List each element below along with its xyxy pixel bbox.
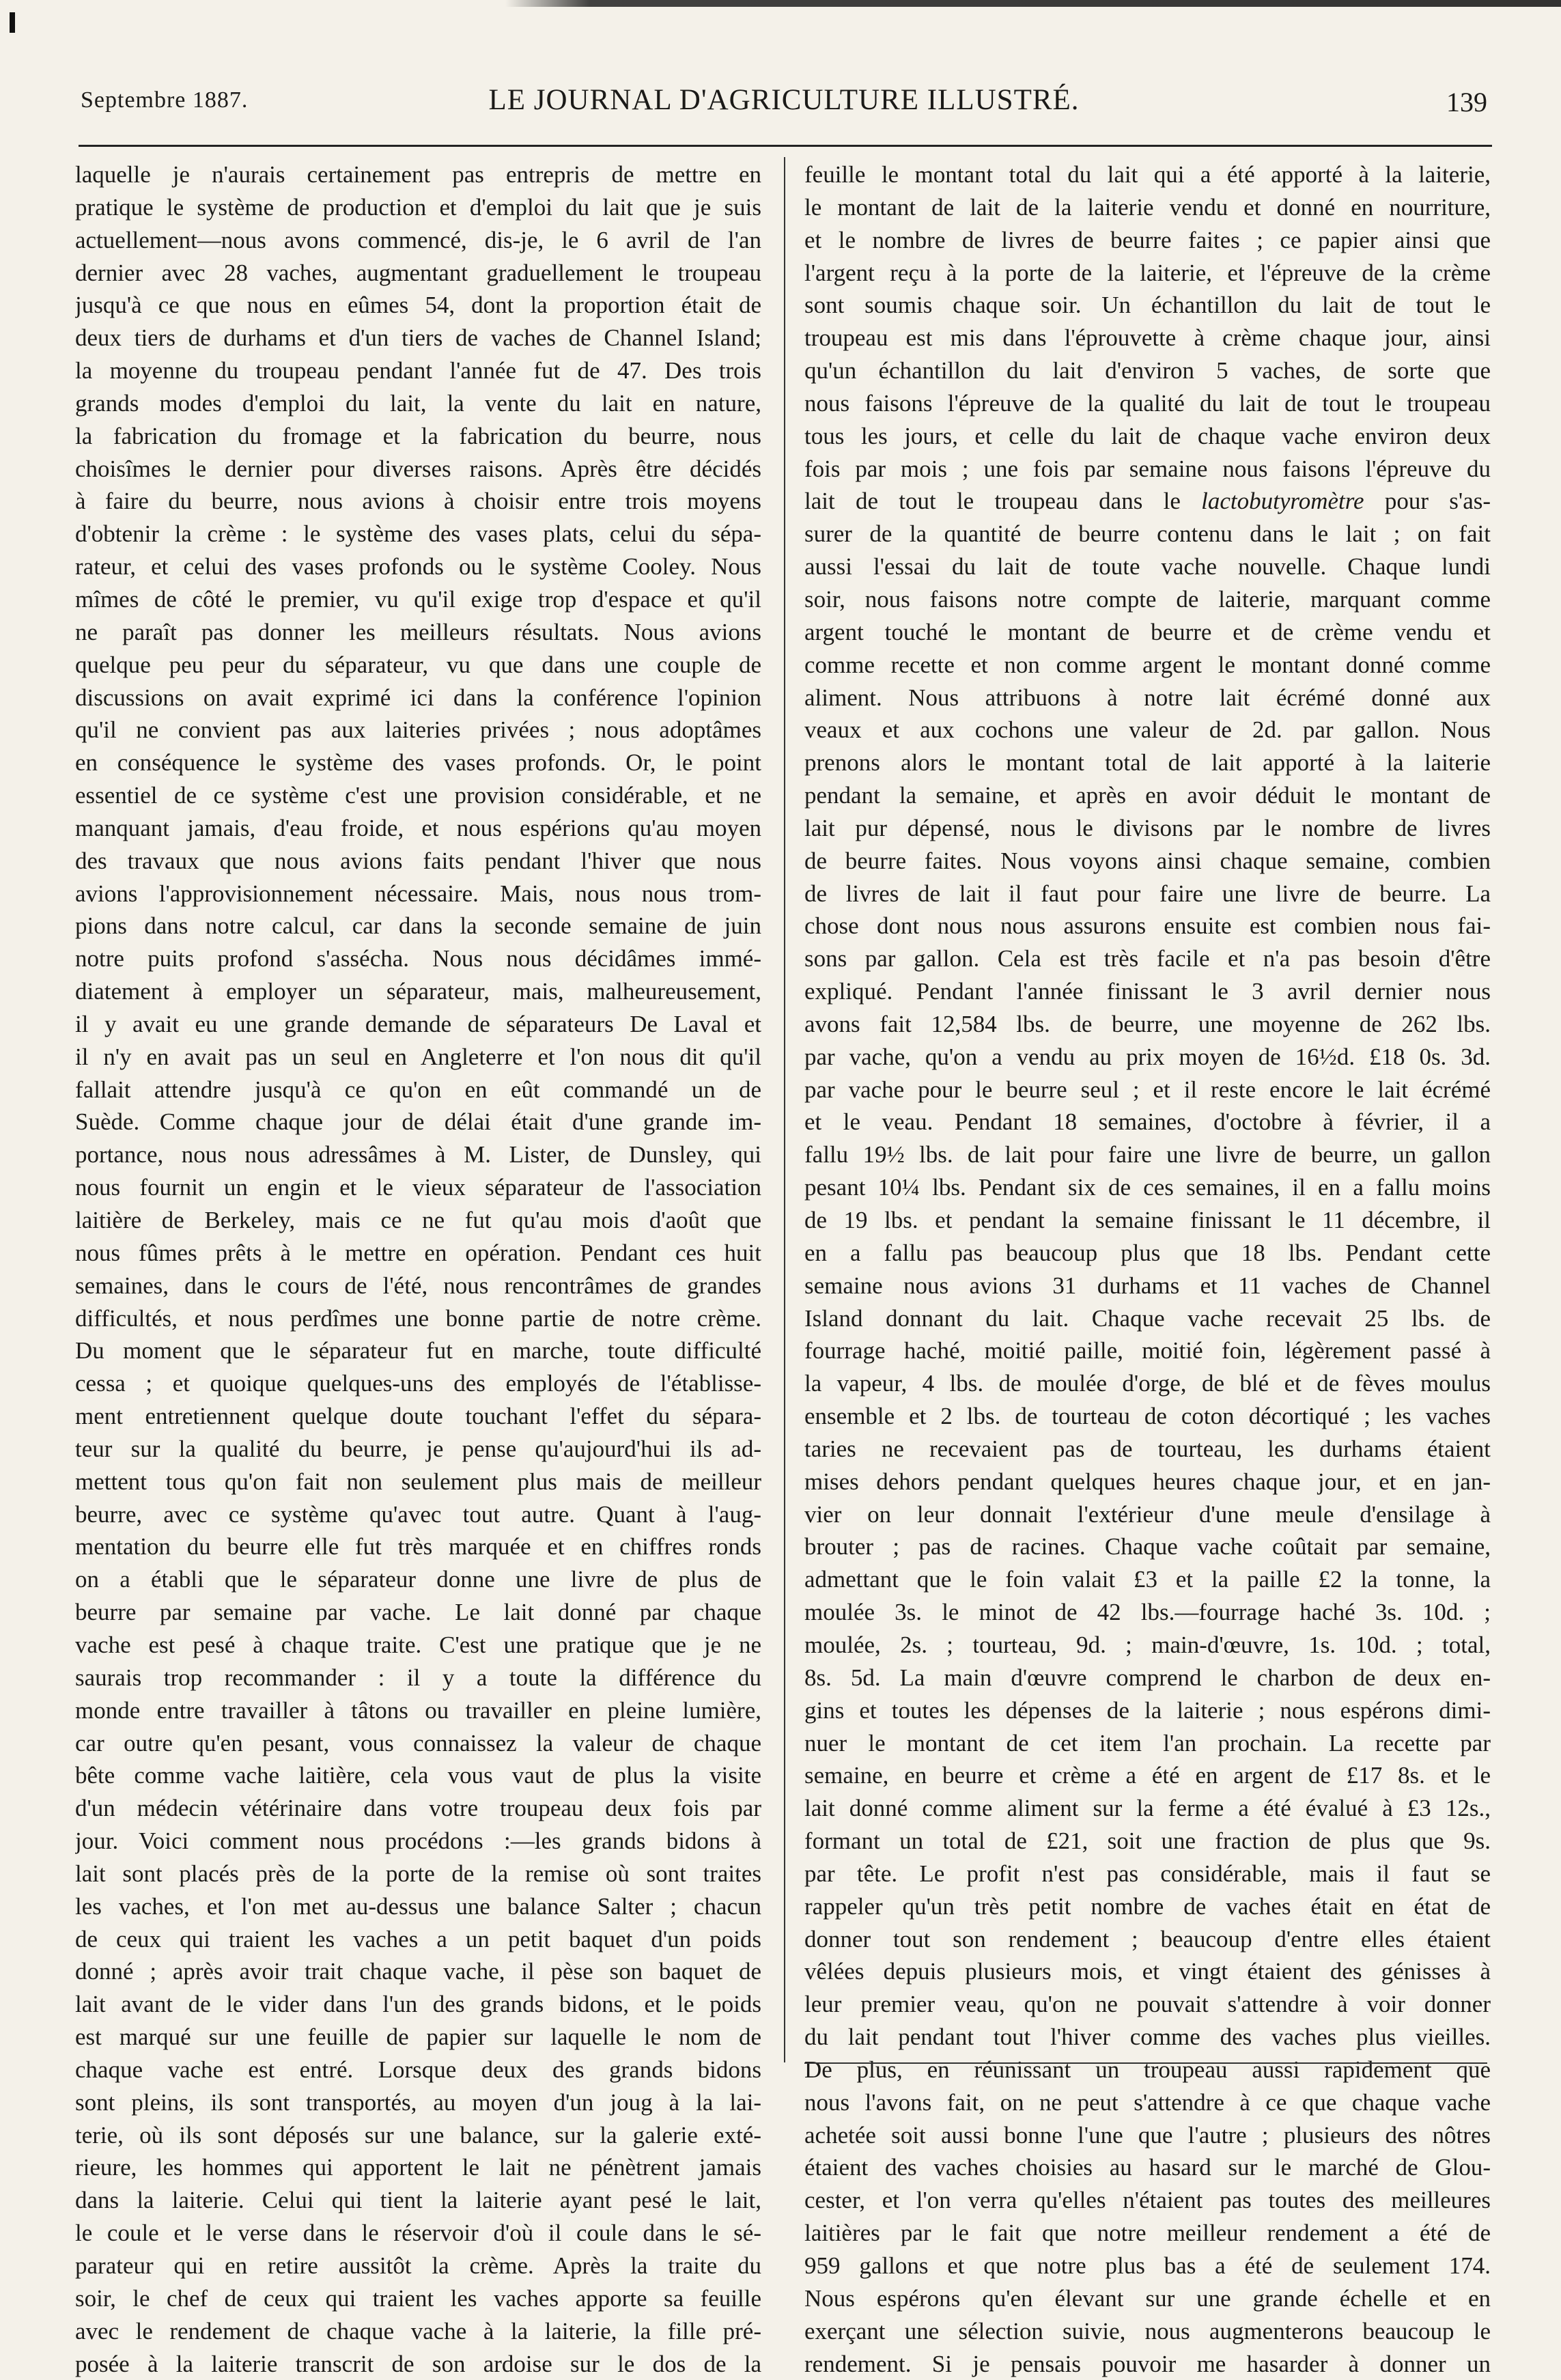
text-line: parateur qui en retire aussitôt la crème. Après la traite du (75, 2252, 761, 2279)
column-divider (784, 157, 785, 2062)
text-line: nous fournit un engin et le vieux séparateur de l'association (75, 1174, 761, 1201)
text-line: la vapeur, 4 lbs. de moulée d'orge, de blé et de fèves moulus (804, 1370, 1491, 1397)
text-line: Island donnant du lait. Chaque vache recevait 25 lbs. de (804, 1304, 1491, 1332)
text-line: De plus, en réunissant un troupeau aussi rapidement que (804, 2056, 1491, 2083)
text-line: deux tiers de durhams et d'un tiers de vaches de Channel Island; (75, 324, 761, 352)
text-line: rieure, les hommes qui apportent le lait ne pénètrent jamais (75, 2154, 761, 2181)
text-line: du lait pendant tout l'hiver comme des vaches plus vieilles. (804, 2024, 1491, 2051)
text-line: laitières par le fait que notre meilleur rendement a été de (804, 2220, 1491, 2247)
text-line: actuellement—nous avons commencé, dis-je, le 6 avril de l'an (75, 226, 761, 253)
text-line: les vaches, et l'on met au-dessus une balance Salter ; chacun (75, 1892, 761, 1920)
text-line: cessa ; et quoique quelques-uns des employés de l'établisse- (75, 1370, 761, 1397)
text-line: sont pleins, ils sont transportés, au moyen d'un joug à la lai- (75, 2088, 761, 2116)
text-line: vache est pesé à chaque traite. C'est une pratique que je ne (75, 1631, 761, 1658)
text-line: de ceux qui traient les vaches a un petit baquet d'un poids (75, 1925, 761, 1952)
text-line: vier on leur donnait l'extérieur d'une meule d'ensilage à (804, 1500, 1491, 1528)
text-line: Nous espérons qu'en élevant sur une grande échelle et en (804, 2284, 1491, 2312)
text-line: jour. Voici comment nous procédons :—les grands bidons à (75, 1828, 761, 1855)
text-line: rappeler qu'un très petit nombre de vaches était en état de (804, 1892, 1491, 1920)
text-line: par vache pour le beurre seul ; et il reste encore le lait écrémé (804, 1076, 1491, 1103)
text-line: discussions on avait exprimé ici dans la conférence l'opinion (75, 684, 761, 711)
text-line: sont soumis chaque soir. Un échantillon du lait de tout le (804, 292, 1491, 319)
text-line: avons fait 12,584 lbs. de beurre, une moyenne de 262 lbs. (804, 1010, 1491, 1037)
text-line: aussi l'essai du lait de toute vache nouvelle. Chaque lundi (804, 553, 1491, 580)
right-column (804, 158, 1491, 2380)
text-line: expliqué. Pendant l'année finissant le 3 avril dernier nous (804, 978, 1491, 1005)
text-line: de beurre faites. Nous voyons ainsi chaque semaine, combien (804, 847, 1491, 874)
top-edge-rule (505, 0, 1561, 7)
text-line: prenons alors le montant total de lait apporté à la laiterie (804, 749, 1491, 776)
text-line: la fabrication du fromage et la fabrication du beurre, nous (75, 422, 761, 449)
text-line: la moyenne du troupeau pendant l'année fut de 47. Des trois (75, 357, 761, 384)
text-line: fallu 19½ lbs. de lait pour faire une livre de beurre, un gallon (804, 1141, 1491, 1168)
text-line: quelque peu peur du séparateur, vu que dans une couple de (75, 651, 761, 678)
text-line: pesant 10¼ lbs. Pendant six de ces semaines, il en a fallu moins (804, 1174, 1491, 1201)
text-line: exerçant une sélection suivie, nous augmenterons beaucoup le (804, 2317, 1491, 2344)
text-line: formant un total de £21, soit une fraction de plus que 9s. (804, 1828, 1491, 1855)
text-line: en a fallu pas beaucoup plus que 18 lbs. Pendant cette (804, 1239, 1491, 1266)
italic-term: lactobutyromètre (1201, 488, 1364, 515)
text-line: portance, nous nous adressâmes à M. Lister, de Dunsley, qui (75, 1141, 761, 1168)
text-line: pions dans notre calcul, car dans la seconde semaine de juin (75, 912, 761, 940)
page-number: 139 (1446, 87, 1487, 117)
text-line: dans la laiterie. Celui qui tient la laiterie ayant pesé le lait, (75, 2187, 761, 2214)
journal-title: LE JOURNAL D'AGRICULTURE ILLUSTRÉ. (488, 84, 1080, 116)
text-line: choisîmes le dernier pour diverses raisons. Après être décidés (75, 455, 761, 482)
text-line: qu'il ne convient pas aux laiteries privées ; nous adoptâmes (75, 716, 761, 744)
text-line: brouter ; pas de racines. Chaque vache coûtait par semaine, (804, 1533, 1491, 1560)
text-line: essentiel de ce système c'est une provision considérable, et ne (75, 782, 761, 809)
text-line: ment entretiennent quelque doute touchant l'effet du sépara- (75, 1403, 761, 1430)
text-line: 8s. 5d. La main d'œuvre comprend le charbon de deux en- (804, 1664, 1491, 1691)
text-line: soir, nous faisons notre compte de laiterie, marquant comme (804, 585, 1491, 613)
page-header (81, 81, 1487, 128)
text-line: à faire du beurre, nous avions à choisir entre trois moyens (75, 488, 761, 515)
text-line: fourrage haché, moitié paille, moitié foin, légèrement passé à (804, 1337, 1491, 1364)
left-column (75, 158, 761, 2380)
text-line: mîmes de côté le premier, vu qu'il exige trop d'espace et qu'il (75, 585, 761, 613)
text-line: qu'un échantillon du lait d'environ 5 vaches, de sorte que (804, 357, 1491, 384)
text-line: lait donné comme aliment sur la ferme a été évalué à £3 12s., (804, 1795, 1491, 1822)
text-line: laquelle je n'aurais certainement pas entrepris de mettre en (75, 161, 761, 188)
text-line: des travaux que nous avions faits pendant l'hiver que nous (75, 847, 761, 874)
text-line: l'argent reçu à la porte de la laiterie, et l'épreuve de la crème (804, 259, 1491, 286)
text-line: grands modes d'emploi du lait, la vente du lait en nature, (75, 389, 761, 417)
text-line: le montant de lait de la laiterie vendu et donné en nourriture, (804, 193, 1491, 221)
text-line: gins et toutes les dépenses de la laiterie ; nous espérons dimi- (804, 1696, 1491, 1724)
text-line: moulée, 2s. ; tourteau, 9d. ; main-d'œuvre, 1s. 10d. ; total, (804, 1631, 1491, 1658)
header-date: Septembre 1887. (81, 87, 249, 113)
text-line: beurre par semaine par vache. Le lait donné par chaque (75, 1599, 761, 1626)
text-line: monde entre travailler à tâtons ou travailler en pleine lumière, (75, 1696, 761, 1724)
text-line: troupeau est mis dans l'éprouvette à crème chaque jour, ainsi (804, 324, 1491, 352)
text-line: donner tout son rendement ; beaucoup d'entre elles étaient (804, 1925, 1491, 1952)
text-line: 959 gallons et que notre plus bas a été de seulement 174. (804, 2252, 1491, 2279)
text-line: jusqu'à ce que nous en eûmes 54, dont la proportion était de (75, 292, 761, 319)
text-line: et le nombre de livres de beurre faites ; ce papier ainsi que (804, 226, 1491, 253)
text-line: lait de tout le troupeau dans le lactobutyromètre pour s'as- (804, 488, 1491, 515)
bottom-rule (804, 2062, 1487, 2064)
text-line: avec le rendement de chaque vache à la laiterie, la fille pré- (75, 2317, 761, 2344)
text-line: il y avait eu une grande demande de séparateurs De Laval et (75, 1010, 761, 1037)
text-line: semaine, en beurre et crème a été en argent de £17 8s. et le (804, 1762, 1491, 1789)
text-line: ne paraît pas donner les meilleurs résultats. Nous avions (75, 618, 761, 645)
text-line: moulée 3s. le minot de 42 lbs.—fourrage haché 3s. 10d. ; (804, 1599, 1491, 1626)
text-line: de 19 lbs. et pendant la semaine finissant le 11 décembre, il (804, 1207, 1491, 1233)
text-line: donné ; après avoir trait chaque vache, il pèse son baquet de (75, 1958, 761, 1985)
text-line: achetée soit aussi bonne l'une que l'autre ; plusieurs des nôtres (804, 2121, 1491, 2148)
text-line: rateur, et celui des vases profonds ou le système Cooley. Nous (75, 553, 761, 580)
text-line: mises dehors pendant quelques heures chaque jour, et en jan- (804, 1468, 1491, 1495)
text-line: et le veau. Pendant 18 semaines, d'octobre à février, il a (804, 1108, 1491, 1136)
text-line: Suède. Comme chaque jour de délai était d'une grande im- (75, 1108, 761, 1136)
text-line: rendement. Si je pensais pouvoir me hasarder à donner un (804, 2350, 1491, 2377)
text-line: tous les jours, et celle du lait de chaque vache environ deux (804, 422, 1491, 449)
text-line: aliment. Nous attribuons à notre lait écrémé donné aux (804, 684, 1491, 711)
text-line: chose dont nous nous assurons ensuite est combien nous fai- (804, 912, 1491, 940)
text-line: chaque vache est entré. Lorsque deux des grands bidons (75, 2056, 761, 2083)
text-line: on a établi que le séparateur donne une livre de plus de (75, 1566, 761, 1593)
text-line: leur premier veau, qu'on ne pouvait s'attendre à voir donner (804, 1991, 1491, 2018)
text-line: dernier avec 28 vaches, augmentant graduellement le troupeau (75, 259, 761, 286)
text-line: soir, le chef de ceux qui traient les vaches apporte sa feuille (75, 2284, 761, 2312)
text-line: par tête. Le profit n'est pas considérable, mais il faut se (804, 1860, 1491, 1887)
text-line: nous faisons l'épreuve de la qualité du lait de tout le troupeau (804, 389, 1491, 417)
text-line: teur sur la qualité du beurre, je pense qu'aujourd'hui ils ad- (75, 1435, 761, 1462)
text-line: Du moment que le séparateur fut en marche, toute difficulté (75, 1337, 761, 1364)
text-line: le coule et le verse dans le réservoir d'où il coule dans le sé- (75, 2220, 761, 2247)
text-line: lait avant de le vider dans l'un des grands bidons, et le poids (75, 1991, 761, 2018)
text-line: notre puits profond s'asséchа. Nous nous décidâmes immé- (75, 945, 761, 972)
text-line: taries ne recevaient pas de tourteau, les durhams étaient (804, 1435, 1491, 1462)
text-line: ensemble et 2 lbs. de tourteau de coton décortiqué ; les vaches (804, 1403, 1491, 1430)
text-line: semaine nous avions 31 durhams et 11 vaches de Channel (804, 1272, 1491, 1299)
text-line: beurre, avec ce système qu'avec tout autre. Quant à l'aug- (75, 1500, 761, 1528)
text-line: difficultés, et nous perdîmes une bonne partie de notre crème. (75, 1304, 761, 1332)
text-line: d'obtenir la crème : le système des vases plats, celui du sépa- (75, 520, 761, 548)
text-line: pratique le système de production et d'emploi du lait que je suis (75, 193, 761, 221)
text-line: mettent tous qu'on fait non seulement plus mais de meilleur (75, 1468, 761, 1495)
text-line: lait pur dépensé, nous le divisons par le nombre de livres (804, 814, 1491, 841)
text-line: feuille le montant total du lait qui a été apporté à la laiterie, (804, 161, 1491, 188)
header-rule (79, 145, 1492, 147)
text-line: comme recette et non comme argent le montant donné comme (804, 651, 1491, 678)
text-line: bête comme vache laitière, cela vous vaut de plus la visite (75, 1762, 761, 1789)
text-line: fallait attendre jusqu'à ce qu'on en eût commandé un de (75, 1076, 761, 1103)
text-line: terie, où ils sont déposés sur une balance, sur la galerie exté- (75, 2121, 761, 2148)
text-line: sons par gallon. Cela est très facile et n'a pas besoin d'être (804, 945, 1491, 972)
text-line: vêlées depuis plusieurs mois, et vingt étaient des génisses à (804, 1958, 1491, 1985)
text-line: manquant jamais, d'eau froide, et nous espérions qu'au moyen (75, 814, 761, 841)
text-line: laitière de Berkeley, mais ce ne fut qu'au mois d'août que (75, 1207, 761, 1233)
text-line: avions l'approvisionnement nécessaire. Mais, nous nous trom- (75, 880, 761, 907)
text-line: d'un médecin vétérinaire dans votre troupeau deux fois par (75, 1795, 761, 1822)
text-line: diatement à employer un séparateur, mais, malheureusement, (75, 978, 761, 1005)
text-line: veaux et aux cochons une valeur de 2d. par gallon. Nous (804, 716, 1491, 744)
text-line: est marqué sur une feuille de papier sur laquelle le nom de (75, 2024, 761, 2051)
text-line: il n'y en avait pas un seul en Angleterre et l'on nous dit qu'il (75, 1043, 761, 1070)
text-line: nous l'avons fait, on ne peut s'attendre à ce que chaque vache (804, 2088, 1491, 2116)
text-line: par vache, qu'on a vendu au prix moyen de 16½d. £18 0s. 3d. (804, 1043, 1491, 1070)
text-line: surer de la quantité de beurre contenu dans le lait ; on fait (804, 520, 1491, 548)
text-line: en conséquence le système des vases profonds. Or, le point (75, 749, 761, 776)
corner-mark (10, 12, 15, 33)
text-line: fois par mois ; une fois par semaine nous faisons l'épreuve du (804, 455, 1491, 482)
text-line: étaient des vaches choisies au hasard sur le marché de Glou- (804, 2154, 1491, 2181)
text-line: pendant la semaine, et après en avoir déduit le montant de (804, 782, 1491, 809)
text-line: nuer le montant de cet item l'an prochain. La recette par (804, 1729, 1491, 1756)
text-line: de livres de lait il faut pour faire une livre de beurre. La (804, 880, 1491, 907)
text-line: posée à la laiterie transcrit de son ardoise sur le dos de la (75, 2350, 761, 2377)
text-line: argent touché le montant de beurre et de crème vendu et (804, 618, 1491, 645)
text-line: nous fûmes prêts à le mettre en opération. Pendant ces huit (75, 1239, 761, 1266)
text-line: semaines, dans le cours de l'été, nous rencontrâmes de grandes (75, 1272, 761, 1299)
text-line: cester, et l'on verra qu'elles n'étaient pas toutes des meilleures (804, 2187, 1491, 2214)
text-line: car outre qu'en pesant, vous connaissez la valeur de chaque (75, 1729, 761, 1756)
text-line: mentation du beurre elle fut très marquée et en chiffres ronds (75, 1533, 761, 1560)
text-line: saurais trop recommander : il y a toute la différence du (75, 1664, 761, 1691)
text-line: admettant que le foin valait £3 et la paille £2 la tonne, la (804, 1566, 1491, 1593)
text-line: lait sont placés près de la porte de la remise où sont traites (75, 1860, 761, 1887)
